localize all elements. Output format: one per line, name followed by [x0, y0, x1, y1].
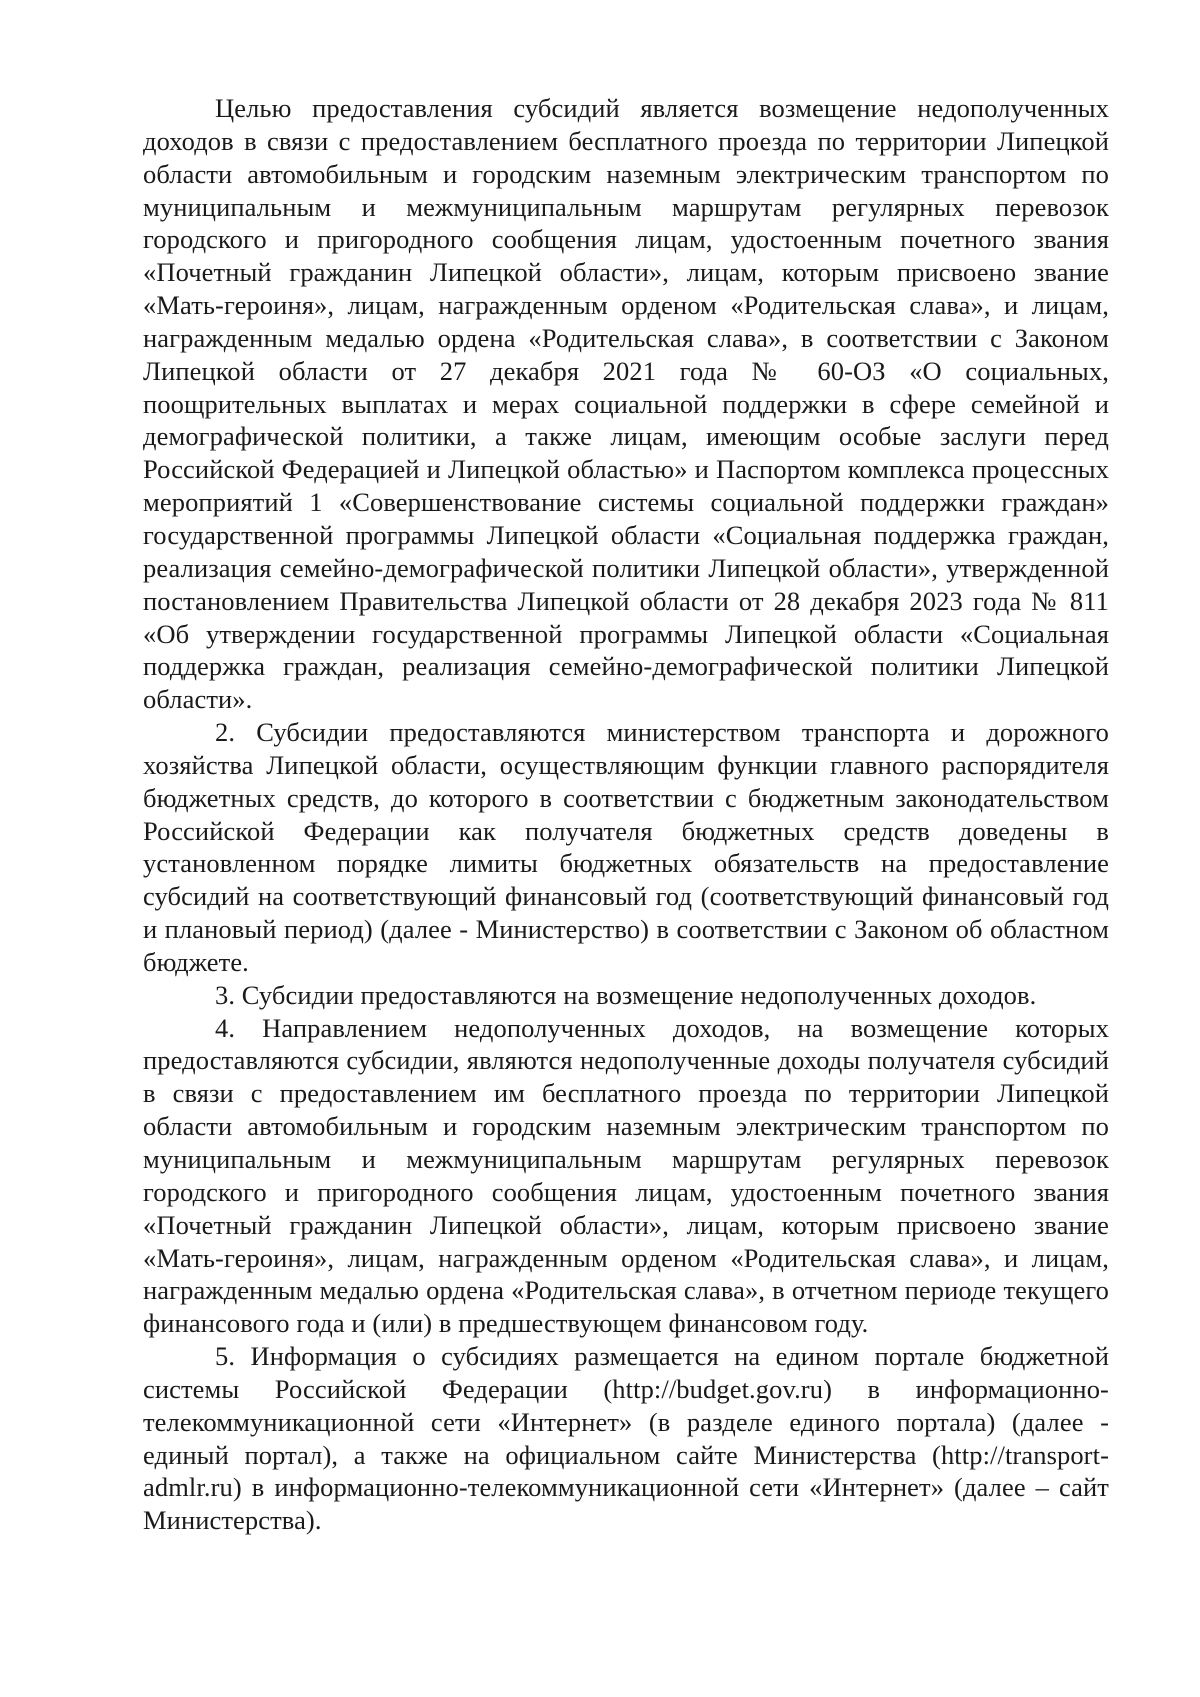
- paragraph-5-information: 5. Информация о субсидиях размещается на едином портале бюджетной системы Российской Федерации (http://budget.gov.ru) в информационно-телекоммуникационной сети «Интернет» (в разделе единого портала) (далее - единый портал), а также на официальном сайте Министерства (http://transport-admlr.ru) в информационно-телекоммуникационной сети «Интернет» (далее – сайт Министерства).: [143, 1341, 1109, 1536]
- document-body: [143, 92, 1109, 1537]
- paragraph-purpose: Целью предоставления субсидий является возмещение недополученных доходов в связи с предоставлением бесплатного проезда по территории Липецкой области автомобильным и городским наземным электрическим транспортом по муниципальным и межмуниципальным маршрутам регулярных перевозок городского и пригородного сообщения лицам, удостоенным почетного звания «Почетный гражданин Липецкой области», лицам, которым присвоено звание «Мать-героиня», лицам, награжденным орденом «Родительская слава», и лицам, награжденным медалью ордена «Родительская слава», в соответствии с Законом Липецкой области от 27 декабря 2021 года № 60-ОЗ «О социальных, поощрительных выплатах и мерах социальной поддержки в сфере семейной и демографической политики, а также лицам, имеющим особые заслуги перед Российской Федерацией и Липецкой областью» и Паспортом комплекса процессных мероприятий 1 «Совершенствование системы социальной поддержки граждан» государственной программы Липецкой области «Социальная поддержка граждан, реализация семейно-демографической политики Липецкой области», утвержденной постановлением Правительства Липецкой области от 28 декабря 2023 года № 811 «Об утверждении государственной программы Липецкой области «Социальная поддержка граждан, реализация семейно-демографической политики Липецкой области».: [143, 93, 1109, 715]
- paragraph-2-ministry: 2. Субсидии предоставляются министерством транспорта и дорожного хозяйства Липецкой области, осуществляющим функции главного распорядителя бюджетных средств, до которого в соответствии с бюджетным законодательством Российской Федерации как получателя бюджетных средств доведены в установленном порядке лимиты бюджетных обязательств на предоставление субсидий на соответствующий финансовый год (соответствующий финансовый год и плановый период) (далее - Министерство) в соответствии с Законом об областном бюджете.: [143, 717, 1109, 977]
- paragraph-4-direction: 4. Направлением недополученных доходов, на возмещение которых предоставляются субсидии, являются недополученные доходы получателя субсидий в связи с предоставлением им бесплатного проезда по территории Липецкой области автомобильным и городским наземным электрическим транспортом по муниципальным и межмуниципальным маршрутам регулярных перевозок городского и пригородного сообщения лицам, удостоенным почетного звания «Почетный гражданин Липецкой области», лицам, которым присвоено звание «Мать-героиня», лицам, награжденным орденом «Родительская слава», и лицам, награжденным медалью ордена «Родительская слава», в отчетном периоде текущего финансового года и (или) в предшествующем финансовом году.: [143, 1012, 1109, 1339]
- paragraph-3-reimbursement: 3. Субсидии предоставляются на возмещение недополученных доходов.: [215, 979, 1037, 1010]
